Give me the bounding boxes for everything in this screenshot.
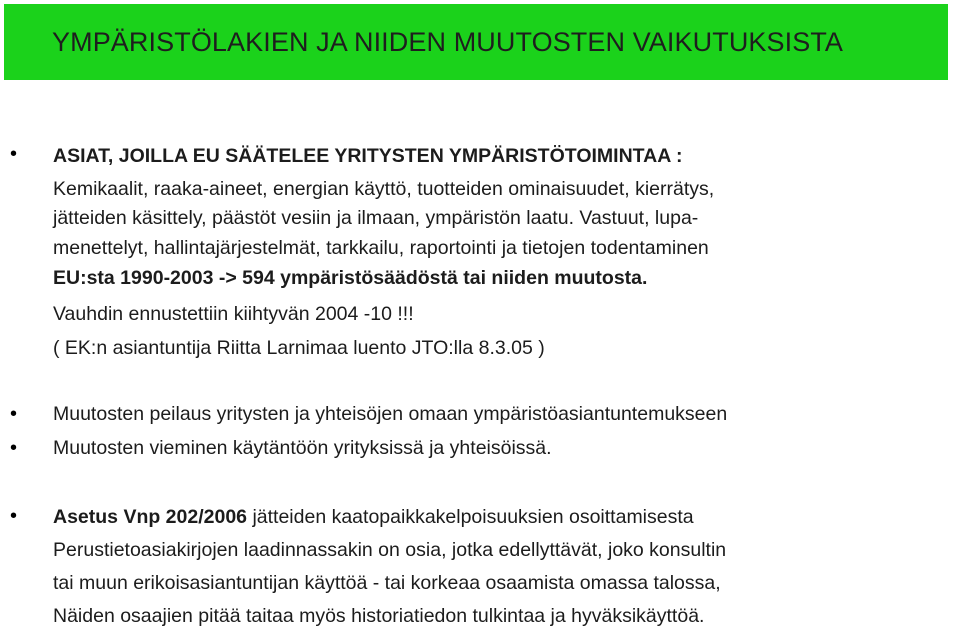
regulation-line (53, 505, 694, 529)
text-line: Näiden osaajien pitää taitaa myös historiatiedon tulkintaa ja hyväksikäyttöä. (53, 605, 705, 627)
source-note: ( EK:n asiantuntija Riitta Larnimaa luento JTO:lla 8.3.05 ) (53, 337, 545, 359)
bullet-text: Muutosten vieminen käytäntöön yrityksissä ja yhteisöissä. (53, 437, 552, 459)
section-heading: ASIAT, JOILLA EU SÄÄTELEE YRITYSTEN YMPÄRISTÖTOIMINTAA : (53, 145, 683, 167)
regulation-description: jätteiden kaatopaikkakelpoisuuksien osoittamisesta (247, 506, 694, 528)
text-line: tai muun erikoisasiantuntijan käyttöä - tai korkeaa osaamista omassa talossa, (53, 572, 721, 594)
text-line: Kemikaalit, raaka-aineet, energian käyttö, tuotteiden ominaisuudet, kierrätys, (53, 178, 715, 200)
title-banner (4, 4, 948, 80)
text-line: menettelyt, hallintajärjestelmät, tarkkailu, raportointi ja tietojen todentaminen (53, 237, 709, 259)
text-line: jätteiden käsittely, päästöt vesiin ja ilmaan, ympäristön laatu. Vastuut, lupa- (53, 207, 699, 229)
bullet-marker: • (10, 403, 18, 425)
text-line: Perustietoasiakirjojen laadinnassakin on osia, jotka edellyttävät, joko konsultin (53, 539, 727, 561)
bullet-text: Muutosten peilaus yritysten ja yhteisöjen omaan ympäristöasiantuntemukseen (53, 403, 728, 425)
bullet-marker: • (10, 505, 18, 527)
bullet-marker: • (10, 437, 18, 459)
page-title: YMPÄRISTÖLAKIEN JA NIIDEN MUUTOSTEN VAIKUTUKSISTA (52, 26, 844, 57)
text-line: Vauhdin ennustettiin kiihtyvän 2004 -10 !!! (53, 303, 414, 325)
bullet-marker: • (10, 143, 18, 165)
text-line-emphasis: EU:sta 1990-2003 -> 594 ympäristösäädöstä tai niiden muutosta. (53, 267, 648, 289)
regulation-reference: Asetus Vnp 202/2006 (53, 506, 248, 528)
